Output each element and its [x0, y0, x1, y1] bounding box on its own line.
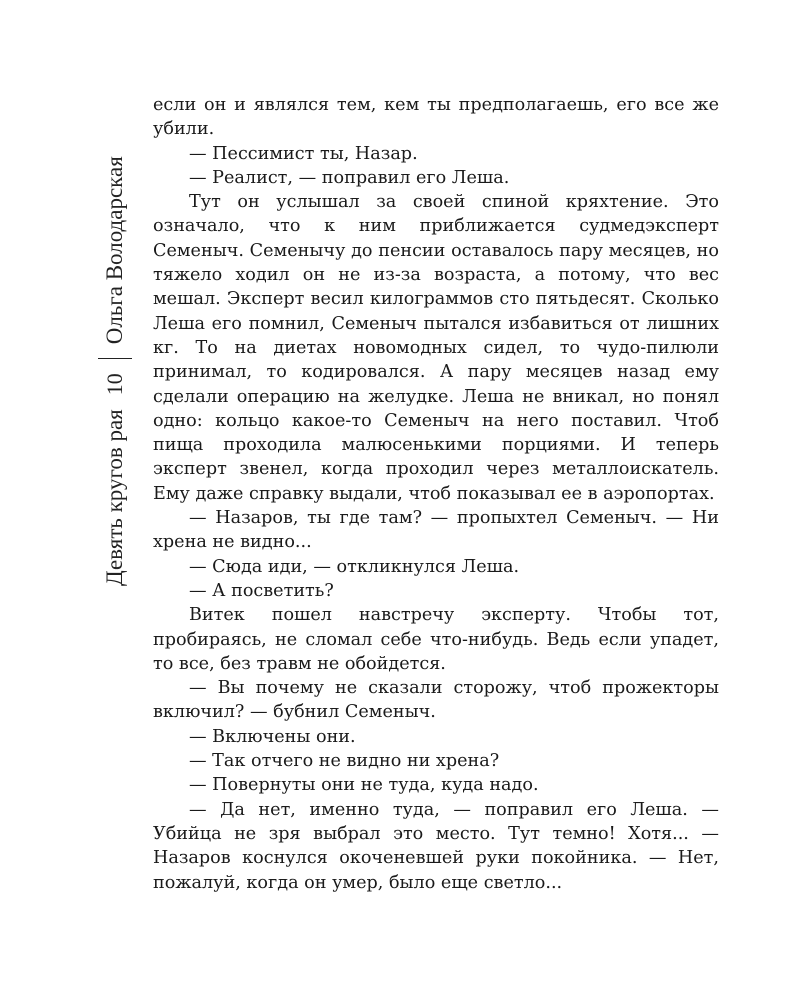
paragraph: Тут он услышал за своей спиной кряхтение. Это означало, что к ним приближается судмедэксперт Семеныч. Семенычу до пенсии оставалось пару месяцев, но тяжело ходил он не из-за возраста, а потому, что вес мешал. Эксперт весил килограммов сто пятьдесят. Сколько Леша его помнил, Семеныч пытался избавиться от лишних кг. То на диетах новомодных сидел, то чудо-пилюли принимал, то кодировался. А пару месяцев назад ему сделали операцию на желудке. Леша не вникал, но понял одно: кольцо какое-то Семеныч на него поставил. Чтоб пища проходила малюсенькими порциями. И теперь эксперт звенел, когда проходил через металлоискатель. Ему даже справку выдали, чтоб показывал ее в аэропортах.: [153, 192, 719, 504]
paragraph: — Повернуты они не туда, куда надо.: [189, 775, 539, 796]
page-number: 10: [102, 373, 127, 396]
paragraph: Витек пошел навстречу эксперту. Чтобы тот, пробираясь, не сломал себе что-нибудь. Ведь если упадет, то все, без травм не обойдется.: [153, 605, 719, 674]
paragraph: — Назаров, ты где там? — пропыхтел Семеныч. — Ни хрена не видно...: [153, 508, 719, 553]
book-title: Девять кругов рая: [102, 409, 127, 586]
running-head-divider: [98, 358, 132, 359]
paragraph: — Сюда иди, — откликнулся Леша.: [189, 556, 520, 577]
paragraph: — Пессимист ты, Назар.: [189, 143, 418, 164]
paragraph: если он и являлся тем, кем ты предполагаешь, его все же убили.: [153, 95, 719, 140]
paragraph: — Реалист, — поправил его Леша.: [189, 167, 510, 188]
paragraph: — Вы почему не сказали сторожу, чтоб прожекторы включил? — бубнил Семеныч.: [153, 678, 719, 723]
running-head-rotated: [98, 96, 132, 586]
paragraph: — Включены они.: [189, 726, 356, 747]
paragraph: — Так отчего не видно ни хрена?: [189, 751, 500, 772]
paragraph: — Да нет, именно туда, — поправил его Леша. — Убийца не зря выбрал это место. Тут темно! Хотя... — Назаров коснулся окоченевшей руки покойника. — Нет, пожалуй, когда он умер, было еще светло...: [153, 799, 719, 893]
author-name: Ольга Володарская: [102, 156, 127, 345]
body-text: [153, 93, 719, 895]
paragraph: — А посветить?: [189, 580, 334, 601]
running-head: [90, 96, 140, 586]
